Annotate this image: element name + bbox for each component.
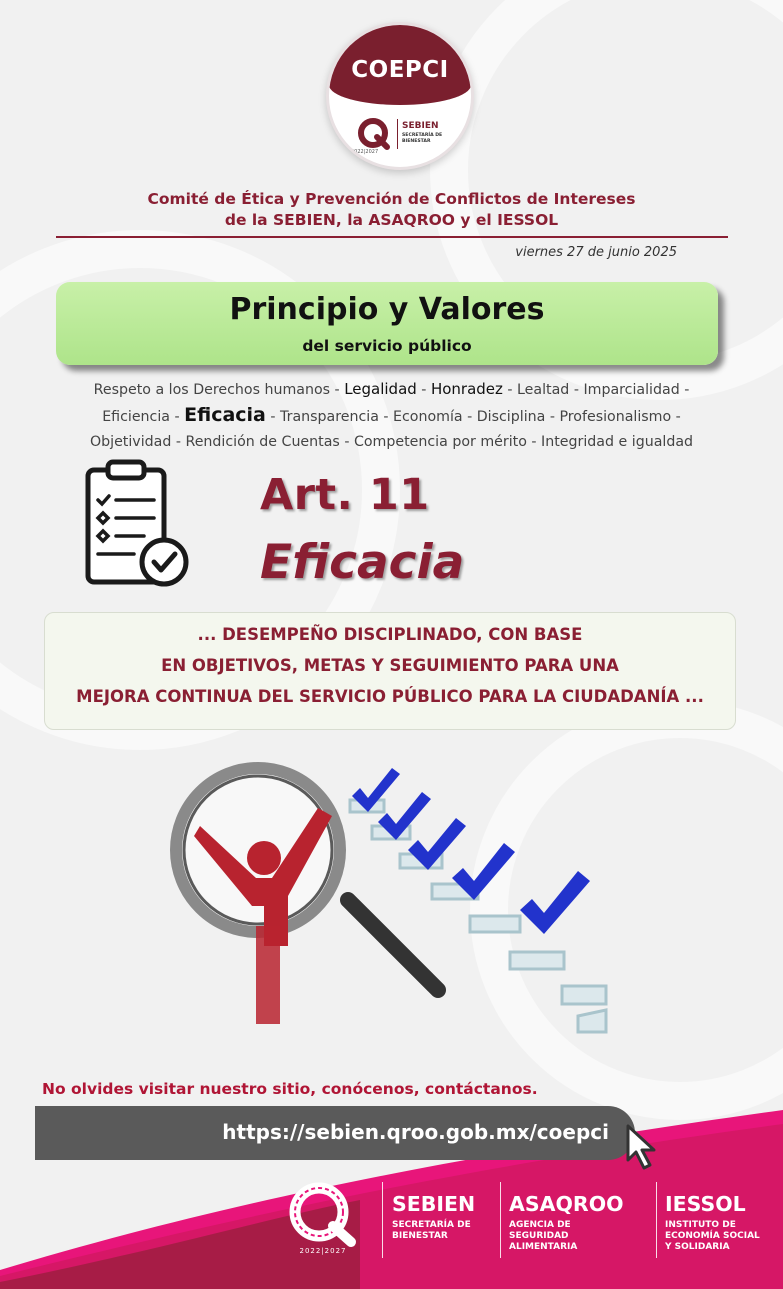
org-desc-line: BIENESTAR	[392, 1231, 448, 1241]
value-text: Objetividad - Rendición de Cuentas - Competencia por mérito - Integridad e igualdad	[89, 434, 694, 450]
value-text: Respeto a los Derechos humanos -	[93, 382, 345, 398]
website-url[interactable]: https://sebien.qroo.gob.mx/coepci	[222, 1120, 609, 1144]
value-honradez: Honradez	[430, 380, 503, 398]
org-sebien-name: SEBIEN	[392, 1192, 476, 1216]
cursor-icon	[620, 1122, 670, 1172]
footer-divider	[656, 1182, 657, 1258]
org-iessol-desc	[665, 1220, 760, 1253]
committee-line-2: de la SEBIEN, la ASAQROO y el IESSOL	[224, 211, 559, 229]
definition-box	[44, 612, 736, 730]
quintana-roo-logo-icon	[285, 1180, 360, 1250]
definition-line-2: EN OBJETIVOS, METAS Y SEGUIMIENTO PARA UNA	[161, 656, 619, 675]
footer-divider	[382, 1182, 383, 1258]
org-desc-line: Y SOLIDARIA	[665, 1242, 730, 1252]
badge-divider	[397, 119, 398, 149]
value-eficacia-highlight: Eficacia	[184, 404, 266, 426]
article-number: Art. 11	[260, 470, 430, 520]
org-sebien-desc	[392, 1220, 471, 1242]
value-text: -	[416, 382, 431, 398]
value-legalidad: Legalidad	[344, 380, 417, 398]
badge-title: COEPCI	[351, 57, 449, 83]
header-divider	[56, 236, 728, 238]
visit-reminder: No olvides visitar nuestro sitio, conócenos, contáctanos.	[42, 1080, 538, 1098]
values-line-1	[24, 377, 759, 403]
checkbox-icon	[350, 800, 606, 1032]
website-link[interactable]	[35, 1106, 635, 1160]
coepci-badge	[326, 22, 474, 170]
article-name: Eficacia	[260, 535, 465, 590]
org-desc-line: SECRETARÍA DE	[392, 1220, 471, 1230]
badge-org-name: SEBIEN	[402, 121, 439, 131]
value-text: - Transparencia - Economía - Disciplina - Profesionalismo -	[265, 409, 681, 425]
org-desc-line: INSTITUTO DE	[665, 1220, 736, 1230]
principle-title: Principio y Valores	[229, 292, 545, 327]
publication-date: viernes 27 de junio 2025	[515, 245, 677, 260]
government-years: 2022|2027	[299, 1247, 347, 1255]
values-line-3	[24, 430, 759, 455]
committee-title	[40, 189, 743, 231]
definition-line-3: MEJORA CONTINUA DEL SERVICIO PÚBLICO PARA LA CIUDADANÍA ...	[76, 687, 704, 706]
committee-line-1: Comité de Ética y Prevención de Conflictos de Intereses	[147, 190, 636, 208]
definition-line-1: ... DESEMPEÑO DISCIPLINADO, CON BASE	[197, 625, 583, 644]
org-desc-line: AGENCIA DE	[509, 1220, 571, 1230]
org-desc-line: ALIMENTARIA	[509, 1242, 578, 1252]
quintana-roo-q-icon	[357, 117, 391, 151]
values-line-2	[24, 403, 759, 430]
principle-banner	[56, 282, 718, 365]
org-desc-line: SEGURIDAD	[509, 1231, 569, 1241]
magnifier-handle	[348, 900, 438, 990]
badge-org-desc: SECRETARÍA DE BIENESTAR	[402, 133, 443, 144]
value-text: - Lealtad - Imparcialidad -	[502, 382, 690, 398]
clipboard-checklist-icon	[84, 458, 194, 590]
org-desc-line: ECONOMÍA SOCIAL	[665, 1231, 760, 1241]
goals-illustration	[160, 760, 620, 1060]
org-asaqroo-name: ASAQROO	[509, 1192, 624, 1216]
footer-divider	[500, 1182, 501, 1258]
org-asaqroo-desc	[509, 1220, 577, 1253]
value-text: Eficiencia -	[102, 409, 185, 425]
values-list	[24, 377, 759, 455]
checkmark-icon	[352, 768, 590, 934]
principle-subtitle: del servicio público	[302, 337, 472, 355]
org-iessol-name: IESSOL	[665, 1192, 746, 1216]
badge-years: 2022|2027	[351, 149, 379, 155]
